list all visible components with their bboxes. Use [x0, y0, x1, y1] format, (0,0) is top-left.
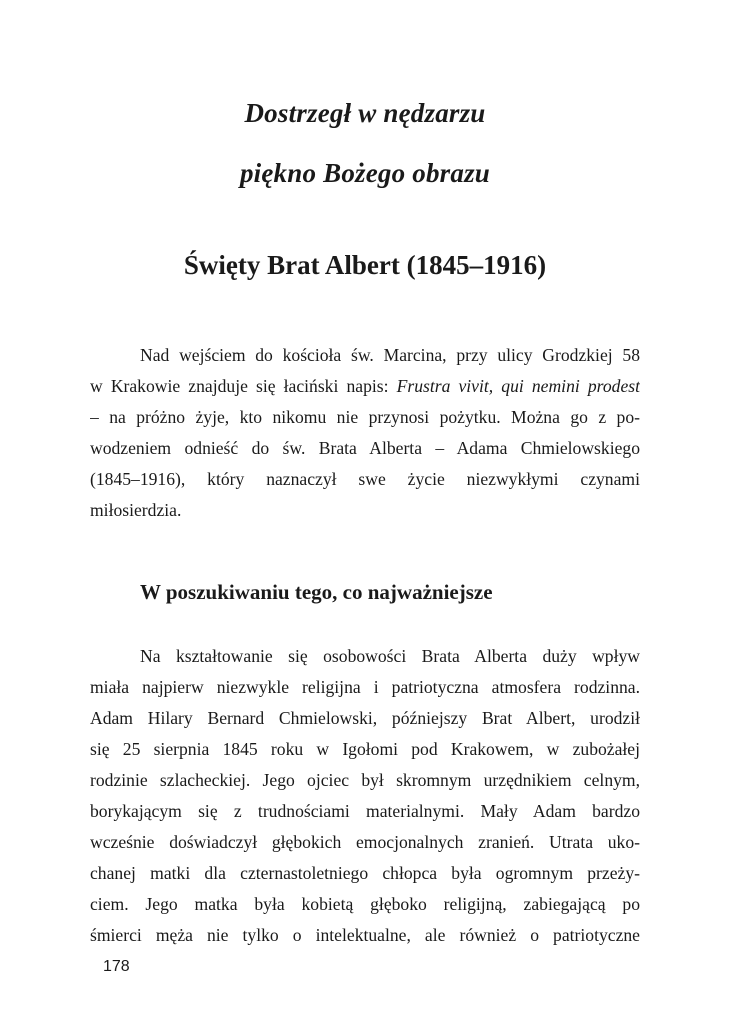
section-line: Na kształtowanie się osobowości Brata Alberta duży wpływ [140, 646, 640, 666]
section-line: chanej matki dla czternastoletniego chłopca była ogromnym przeży- [90, 863, 640, 883]
intro-line: miłosierdzia. [90, 500, 182, 520]
section-line: miała najpierw niezwykle religijna i patriotyczna atmosfera rodzinna. [90, 677, 640, 697]
chapter-subtitle: Święty Brat Albert (1845–1916) [183, 250, 547, 280]
section-line: rodzinie szlacheckiej. Jego ojciec był skromnym urzędnikiem celnym, [90, 770, 640, 790]
chapter-title-line-2: piękno Bożego obrazu [239, 158, 491, 188]
section-line: Adam Hilary Bernard Chmielowski, późniejszy Brat Albert, urodził [90, 708, 640, 728]
section-line: się 25 sierpnia 1845 roku w Igołomi pod Krakowem, w zubożałej [90, 739, 640, 759]
intro-line-text: w Krakowie znajduje się łaciński napis: [90, 376, 397, 396]
intro-line: wodzeniem odnieść do św. Brata Alberta – Adama Chmielowskiego [90, 438, 640, 458]
page-number: 178 [103, 958, 130, 975]
section-line: śmierci męża nie tylko o intelektualne, ale również o patriotyczne [90, 925, 640, 945]
intro-line: (1845–1916), który naznaczył swe życie niezwykłymi czynami [90, 469, 640, 489]
section-line: borykającym się z trudnościami materialnymi. Mały Adam bardzo [90, 801, 640, 821]
intro-paragraph [90, 340, 640, 526]
section-paragraph [90, 641, 640, 951]
intro-line [90, 371, 640, 402]
section-line: ciem. Jego matka była kobietą głęboko religijną, zabiegającą po [90, 894, 640, 914]
latin-phrase: Frustra vivit, qui nemini prodest [396, 376, 640, 396]
section-line: wcześnie doświadczył głębokich emocjonalnych zranień. Utrata uko- [90, 832, 640, 852]
chapter-title-line-1: Dostrzegł w nędzarzu [244, 98, 486, 128]
section-heading: W poszukiwaniu tego, co najważniejsze [140, 580, 493, 604]
intro-line: – na próżno żyje, kto nikomu nie przynosi pożytku. Można go z po- [90, 407, 640, 427]
intro-line: Nad wejściem do kościoła św. Marcina, przy ulicy Grodzkiej 58 [140, 345, 640, 365]
